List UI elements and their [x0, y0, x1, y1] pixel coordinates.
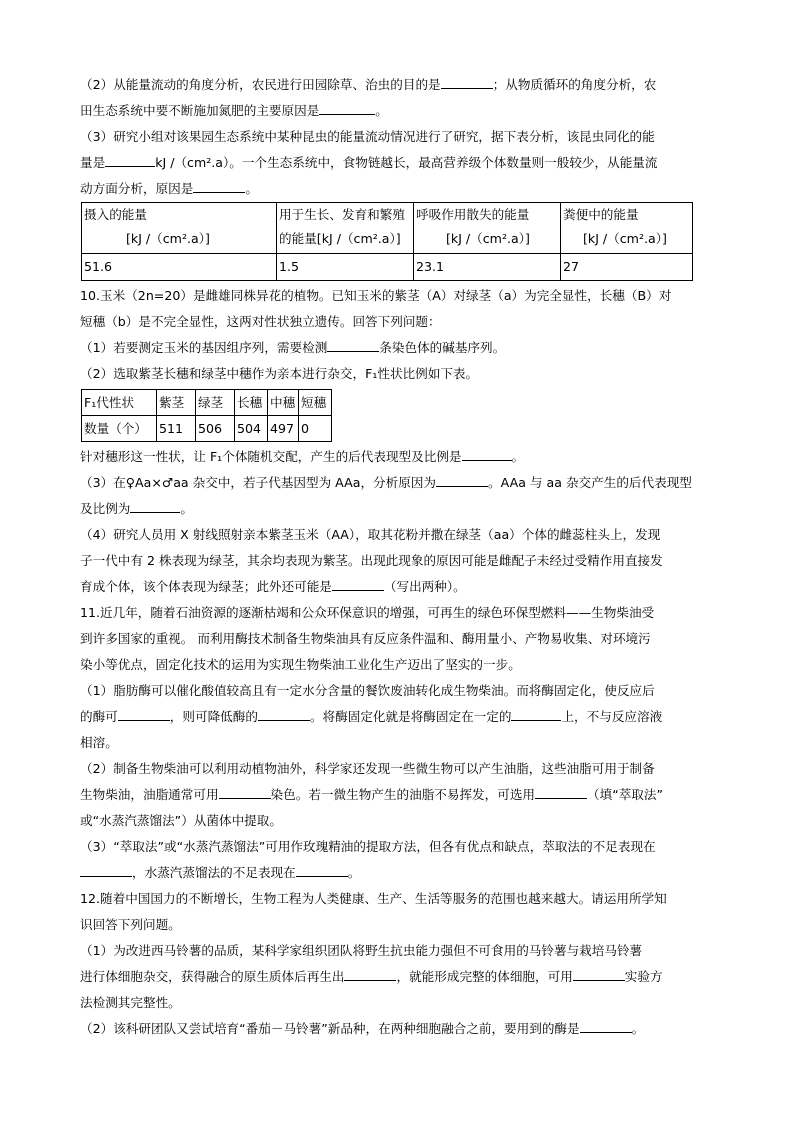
- answer-blank[interactable]: [332, 576, 384, 591]
- table-header-cell: 绿茎: [196, 390, 235, 416]
- q9-part2: （2）从能量流动的角度分析，农民进行田园除草、治虫的目的是 ；从物质循环的角度分析，农 田生态系统中要不断施加氮肥的主要原因是 。: [80, 72, 716, 124]
- answer-blank[interactable]: [462, 446, 512, 461]
- q12-part2: （2）该科研团队又尝试培育“番茄－马铃薯”新品种，在两种细胞融合之前，要用到的酶是 。: [80, 1016, 716, 1042]
- answer-blank[interactable]: [219, 784, 271, 799]
- energy-flow-table: [81, 202, 693, 281]
- table-cell: 27: [561, 254, 693, 281]
- q10-part3: （3）在♀Aa×♂aa 杂交中，若子代基因型为 AAa，分析原因为 。AAa 与 aa 杂交产生的后代表现型 及比例为 。: [80, 470, 716, 522]
- f1-trait-table: [81, 389, 332, 442]
- table-header-row: [82, 390, 332, 416]
- q10-part4: （4）研究人员用 X 射线照射亲本紫茎玉米（AA），取其花粉并撒在绿茎（aa）个体的雌蕊柱头上，发现 子一代中有 2 株表现为绿茎，其余均表现为紫茎。出现此现象的原因可能是雌配子未经过受精作用直接发 育成个体，该个体表现为绿茎；此外还可能是 （写出两种）。: [80, 527, 663, 594]
- answer-blank[interactable]: [327, 337, 379, 352]
- table-row: [82, 416, 332, 442]
- table-cell: 1.5: [277, 254, 414, 281]
- table-cell: 0: [299, 416, 332, 442]
- table-row: [82, 254, 693, 281]
- document-page: [80, 72, 716, 1042]
- q10-intro: 10.玉米（2n=20）是雌雄同株异花的植物。已知玉米的紫茎（A）对绿茎（a）为完全显性，长穗（B）对 短穗（b）是不完全显性，这两对性状独立遗传。回答下列问题：: [80, 288, 672, 329]
- table-header-cell: 紫茎: [157, 390, 196, 416]
- answer-blank[interactable]: [511, 706, 561, 721]
- answer-blank[interactable]: [441, 74, 493, 89]
- answer-blank[interactable]: [319, 100, 375, 115]
- answer-blank[interactable]: [296, 862, 348, 877]
- q11-part2: （2）制备生物柴油可以利用动植物油外，科学家还发现一些微生物可以产生油脂，这些油脂可用于制备 生物柴油，油脂通常可用 染色。若一微生物产生的油脂不易挥发，可选用 （填“萃取法” 或“水蒸汽蒸馏法”）从菌体中提取。: [80, 761, 664, 828]
- table-header-cell: 中穗: [268, 390, 299, 416]
- table-header-cell: 短穗: [299, 390, 332, 416]
- table-cell: 23.1: [414, 254, 561, 281]
- table-header-cell: 粪便中的能量 [kJ /（cm².a）]: [561, 203, 693, 254]
- q10-part1: （1）若要测定玉米的基因组序列，需要检测 条染色体的碱基序列。: [80, 335, 716, 361]
- table-cell: 506: [196, 416, 235, 442]
- table-cell: 51.6: [82, 254, 277, 281]
- answer-blank[interactable]: [344, 966, 396, 981]
- q12-part1: （1）为改进西马铃薯的品质，某科学家组织团队将野生抗虫能力强但不可食用的马铃薯与栽培马铃薯 进行体细胞杂交，获得融合的原生质体后再生出 ，就能形成完整的体细胞，可用 实验方 法检测其完整性。: [80, 943, 663, 1010]
- answer-blank[interactable]: [535, 784, 587, 799]
- answer-blank[interactable]: [573, 966, 625, 981]
- table-cell: 511: [157, 416, 196, 442]
- table-header-cell: 摄入的能量 [kJ /（cm².a）]: [82, 203, 277, 254]
- q12-intro: 12.随着中国国力的不断增长，生物工程为人类健康、生产、生活等服务的范围也越来越大。请运用所学知 识回答下列问题。: [80, 891, 667, 932]
- table-header-row: [82, 203, 693, 254]
- answer-blank[interactable]: [258, 706, 310, 721]
- answer-blank[interactable]: [580, 1018, 632, 1033]
- table-header-cell: 呼吸作用散失的能量 [kJ /（cm².a）]: [414, 203, 561, 254]
- answer-blank[interactable]: [436, 472, 488, 487]
- table-cell: 数量（个）: [82, 416, 157, 442]
- answer-blank[interactable]: [193, 178, 245, 193]
- q11-part1: （1）脂肪酶可以催化酸值较高且有一定水分含量的餐饮废油转化成生物柴油。而将酶固定化，使反应后 的酶可 ，则可降低酶的 。将酶固定化就是将酶固定在一定的 上，不与反应溶液 相溶。: [80, 683, 663, 750]
- answer-blank[interactable]: [80, 862, 132, 877]
- table-header-cell: F₁代性状: [82, 390, 157, 416]
- table-header-cell: 用于生长、发育和繁殖 的能量[kJ /（cm².a）]: [277, 203, 414, 254]
- table-cell: 497: [268, 416, 299, 442]
- q11-intro: 11.近几年，随着石油资源的逐渐枯竭和公众环保意识的增强，可再生的绿色环保型燃料——生物柴油受 到许多国家的重视。 而利用酶技术制备生物柴油具有反应条件温和、酶用量小、产物易收集、对环境污 染小等优点，固定化技术的运用为实现生物柴油工业化生产迈出了坚实的一步。: [80, 605, 655, 672]
- answer-blank[interactable]: [105, 152, 155, 167]
- table-cell: 504: [235, 416, 268, 442]
- q10-part2-question: 针对穗形这一性状，让 F₁个体随机交配，产生的后代表现型及比例是 。: [80, 444, 716, 470]
- table-header-cell: 长穗: [235, 390, 268, 416]
- q11-part3: （3）“萃取法”或“水蒸汽蒸馏法”可用作玫瑰精油的提取方法，但各有优点和缺点，萃取法的不足表现在 ，水蒸汽蒸馏法的不足表现在 。: [80, 839, 656, 880]
- q9-part3: （3）研究小组对该果园生态系统中某种昆虫的能量流动情况进行了研究，据下表分析，该昆虫同化的能 量是 kJ /（cm².a）。一个生态系统中，食物链越长，最高营养级个体数量则一般较少，从能量流 动方面分析，原因是 。: [80, 129, 658, 196]
- q10-part2: （2）选取紫茎长穗和绿茎中穗作为亲本进行杂交，F₁性状比例如下表。: [80, 366, 479, 381]
- answer-blank[interactable]: [118, 706, 170, 721]
- answer-blank[interactable]: [130, 498, 180, 513]
